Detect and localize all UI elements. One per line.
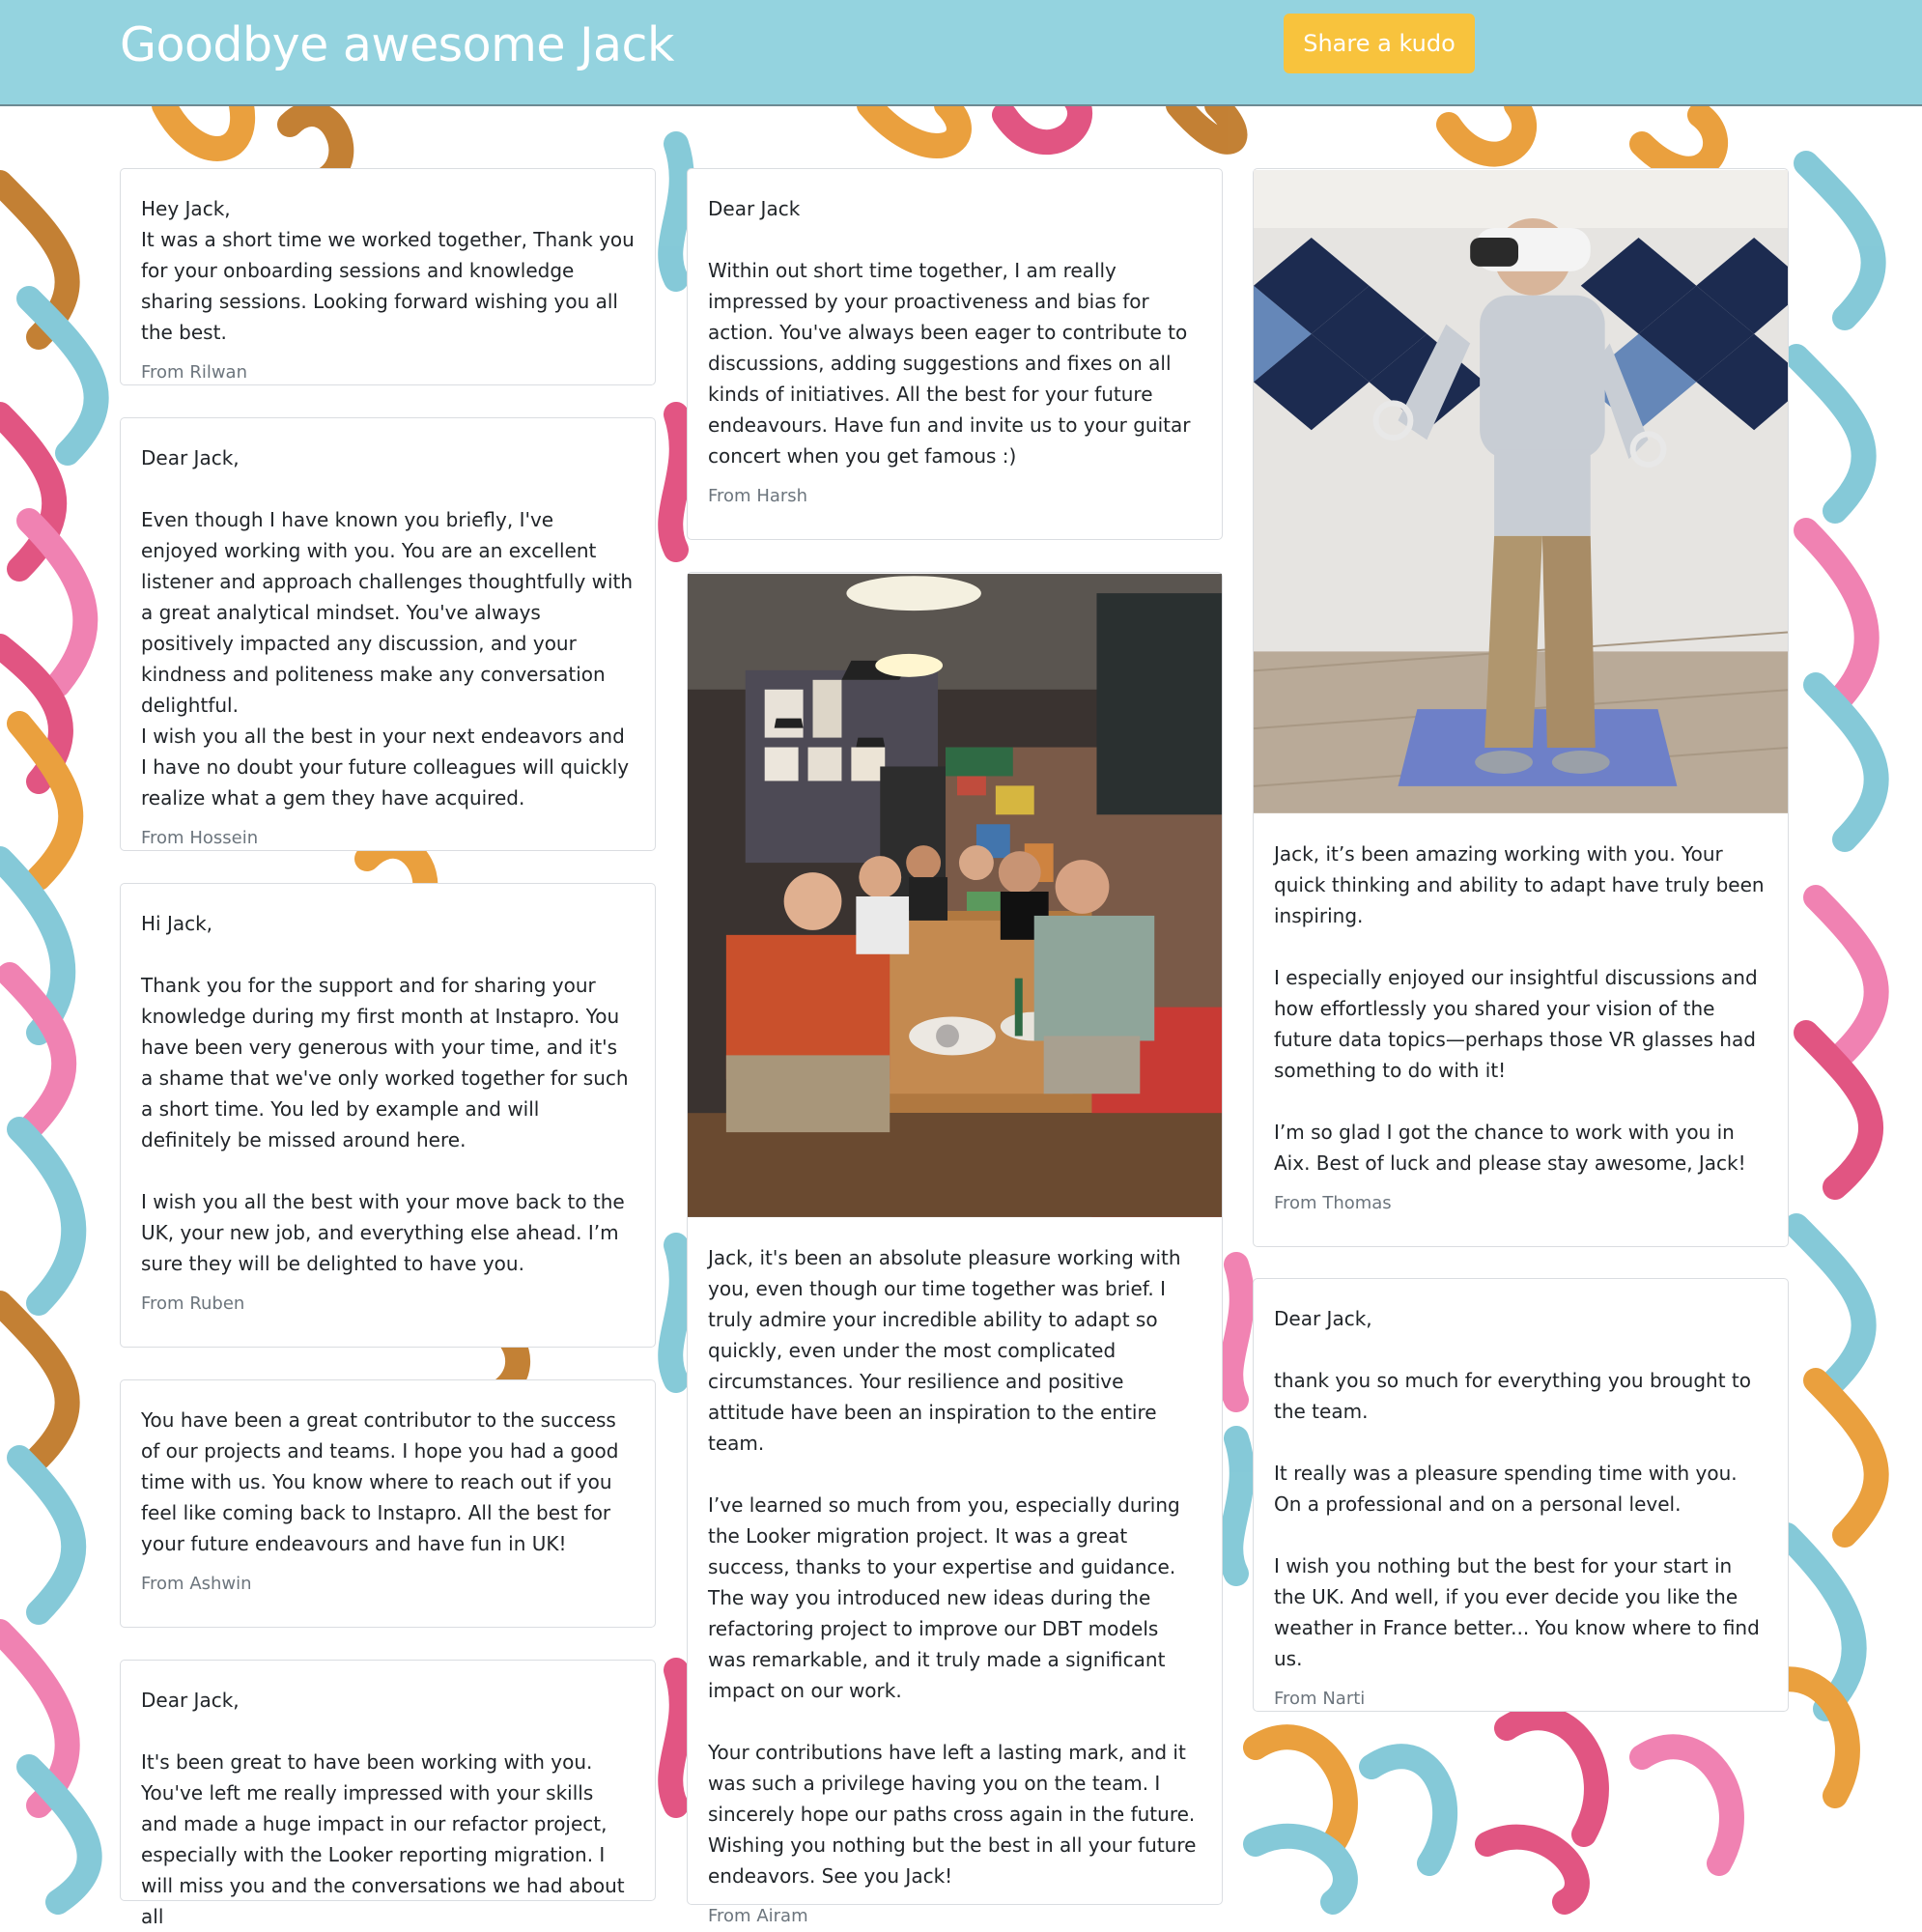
kudo-author: From Ashwin — [141, 1574, 252, 1594]
kudo-message: Dear Jack, thank you so much for everything you brought to the team. It really was a pleasure spending time with you. On a professional and on a personal level. I wish you nothing but the best for your start in the UK. And well, if you ever decide you like the weather in France better... You know where to find us. — [1274, 1307, 1760, 1670]
vr-headset-photo — [1254, 169, 1788, 814]
kudo-message: You have been a great contributor to the success of our projects and teams. I hope you had a good time with us. You know where to reach out if you feel like coming back to Instapro. All the best for your future endeavours and have fun in UK! — [141, 1408, 619, 1555]
kudo-message: Jack, it's been an absolute pleasure working with you, even though our time together was brief. I truly admire your incredible ability to adapt so quickly, even under the most complicated circumstances. Your resilience and positive attitude have been an inspiration to the entire team. I’ve learned so much from you, especially during the Looker migration project. It was a great success, thanks to your expertise and guidance. The way you introduced new ideas during the refactoring project to improve our DBT models was remarkable, and it truly made a significant impact on our work. Your contributions have left a lasting mark, and it was such a privilege having you on the team. I sincerely hope our paths cross again in the future. Wishing you nothing but the best in all your future endeavors. See you Jack! — [708, 1246, 1197, 1888]
kudo-card-harsh — [687, 168, 1223, 540]
kudo-author: From Harsh — [708, 486, 808, 506]
kudo-card-ashwin — [120, 1379, 656, 1628]
kudo-card-hossein — [120, 417, 656, 851]
kudo-message: Hi Jack, Thank you for the support and for sharing your knowledge during my first month at Instapro. You have been very generous with your time, and it's a shame that we've only worked together for such a short time. You led by example and will definitely be missed around here. I wish you all the best with your move back to the UK, your new job, and everything else ahead. I’m sure they will be delighted to have you. — [141, 912, 629, 1275]
kudo-card-narti — [1253, 1278, 1789, 1712]
kudo-author: From Ruben — [141, 1293, 245, 1314]
kudo-author: From Thomas — [1274, 1193, 1392, 1213]
team-dinner-photo — [688, 573, 1222, 1218]
kudo-message: Hey Jack, It was a short time we worked together, Thank you for your onboarding sessions and knowledge sharing sessions. Looking forward wishing you all the best. — [141, 197, 635, 344]
kudo-card-rilwan — [120, 168, 656, 385]
kudo-card-thomas — [1253, 168, 1789, 1247]
kudo-card-ruben — [120, 883, 656, 1348]
share-kudo-button[interactable]: Share a kudo — [1284, 14, 1475, 73]
kudo-card-partial — [120, 1660, 656, 1928]
kudo-author: From Airam — [708, 1906, 808, 1926]
kudo-message: Jack, it’s been amazing working with you. Your quick thinking and ability to adapt have truly been inspiring. I especially enjoyed our insightful discussions and how effortlessly you shared your vision of the future data topics—perhaps those VR glasses had something to do with it! I’m so glad I got the chance to work with you in Aix. Best of luck and please stay awesome, Jack! — [1274, 842, 1765, 1175]
top-navbar — [0, 0, 1922, 106]
kudo-card-airam — [687, 572, 1223, 1926]
kudo-author: From Narti — [1274, 1689, 1366, 1709]
kudo-author: From Hossein — [141, 828, 259, 848]
kudo-author: From Rilwan — [141, 362, 247, 383]
kudo-message: Dear Jack, Even though I have known you briefly, I've enjoyed working with you. You are an excellent listener and approach challenges thoughtfully with a great analytical mindset. You've always positively impacted any discussion, and your kindness and politeness make any conversation delightful. I wish you all the best in your next endeavors and I have no doubt your future colleagues will quickly realize what a gem they have acquired. — [141, 446, 634, 810]
page-title: Goodbye awesome Jack — [120, 17, 674, 72]
kudo-message: Dear Jack, It's been great to have been working with you. You've left me really impressed with your skills and made a huge impact in our refactor project, especially with the Looker reporting migration. I will miss you and the conversations we had about all — [141, 1689, 625, 1928]
kudo-message: Dear Jack Within out short time together, I am really impressed by your proactiveness and bias for action. You've always been eager to contribute to discussions, adding suggestions and fixes on all kinds of initiatives. All the best for your future endeavours. Have fun and invite us to your guitar concert when you get famous :) — [708, 197, 1191, 468]
